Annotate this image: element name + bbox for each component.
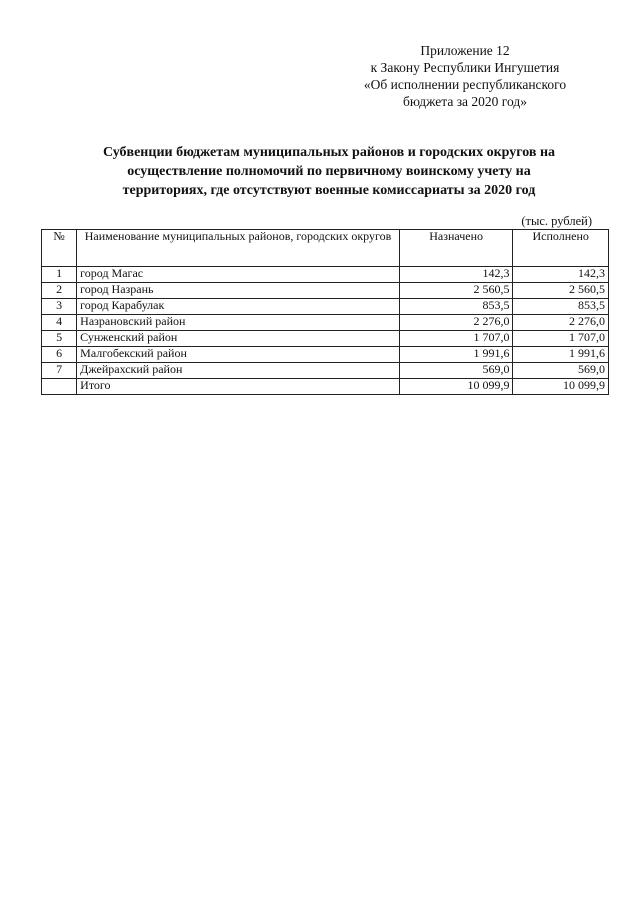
row-name: Назрановский район [77,315,400,331]
appendix-line: бюджета за 2020 год» [403,94,527,109]
row-planned: 142,3 [399,267,513,283]
row-planned: 853,5 [399,299,513,315]
title-line: Субвенции бюджетам муниципальных районов и городских округов на [102,145,556,160]
header-name: Наименование муниципальных районов, городских округов [77,230,400,267]
row-number [42,379,77,395]
appendix-line: «Об исполнении республиканского [363,77,567,92]
header-number: № [42,230,77,267]
row-name: Сунженский район [77,331,400,347]
row-number: 5 [42,331,77,347]
row-name: город Назрань [77,283,400,299]
total-planned: 10 099,9 [399,379,513,395]
title-line: территориях, где отсутствуют военные комиссариаты за 2020 год [122,183,536,198]
appendix-line: к Закону Республики Ингушетия [370,60,560,75]
row-planned: 1 707,0 [399,331,513,347]
row-number: 6 [42,347,77,363]
row-number: 7 [42,363,77,379]
row-planned: 2 276,0 [399,315,513,331]
table-row [42,331,609,347]
row-executed: 853,5 [513,299,609,315]
row-planned: 569,0 [399,363,513,379]
header-planned: Назначено [399,230,513,267]
appendix-block [340,42,590,110]
document-title [60,143,598,200]
row-executed: 2 276,0 [513,315,609,331]
total-label: Итого [77,379,400,395]
row-executed: 2 560,5 [513,283,609,299]
row-executed: 569,0 [513,363,609,379]
subventions-table [41,229,609,395]
row-number: 2 [42,283,77,299]
row-planned: 1 991,6 [399,347,513,363]
row-number: 3 [42,299,77,315]
table-total-row [42,379,609,395]
row-name: город Магас [77,267,400,283]
table-header-row [42,230,609,267]
title-line: осуществление полномочий по первичному воинскому учету на [127,164,531,179]
row-name: Джейрахский район [77,363,400,379]
header-executed: Исполнено [513,230,609,267]
row-number: 1 [42,267,77,283]
table-row [42,283,609,299]
table-row [42,315,609,331]
total-executed: 10 099,9 [513,379,609,395]
table-row [42,267,609,283]
row-number: 4 [42,315,77,331]
row-executed: 142,3 [513,267,609,283]
table-row [42,347,609,363]
row-executed: 1 991,6 [513,347,609,363]
row-planned: 2 560,5 [399,283,513,299]
table-row [42,363,609,379]
table-row [42,299,609,315]
row-executed: 1 707,0 [513,331,609,347]
appendix-line: Приложение 12 [420,43,510,58]
units-label: (тыс. рублей) [521,214,592,228]
row-name: город Карабулак [77,299,400,315]
row-name: Малгобекский район [77,347,400,363]
